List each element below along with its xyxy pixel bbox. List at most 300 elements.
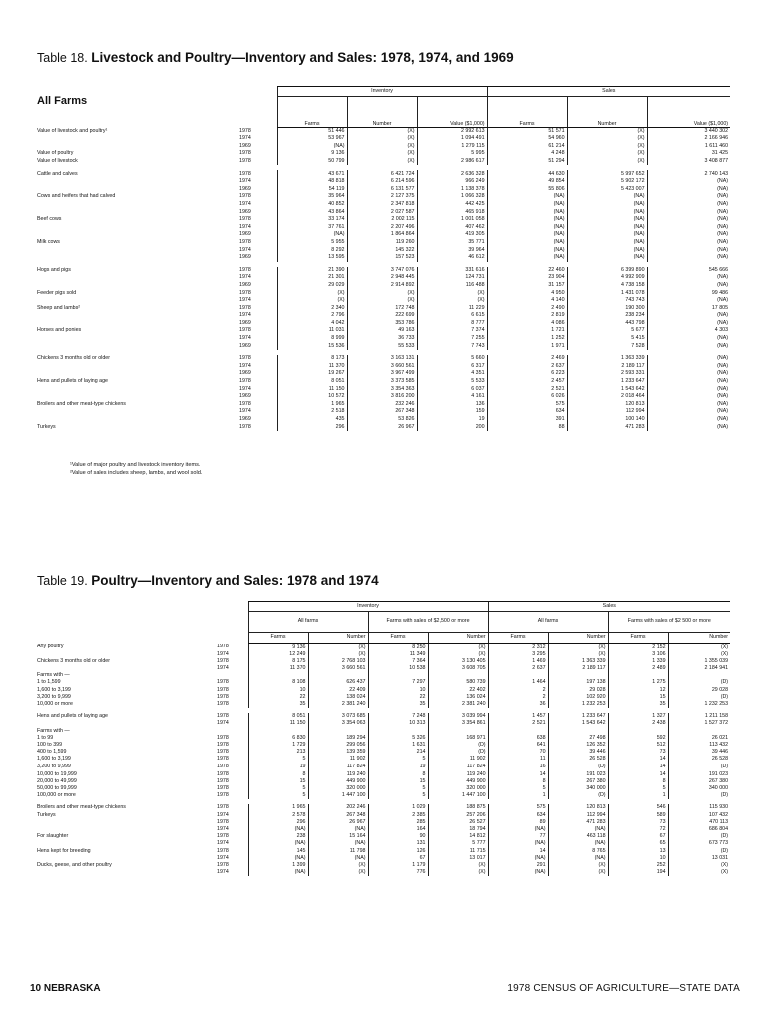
table-cell: 3 354 363 [347, 386, 417, 394]
table-cell: 2 637 [488, 665, 548, 672]
table-cell: (D) [668, 833, 730, 840]
table-cell: 19 [248, 764, 308, 771]
table-cell: 2 457 [487, 378, 567, 386]
table-cell: 5 [368, 756, 428, 763]
table-row [35, 804, 730, 811]
table-cell: 222 699 [347, 312, 417, 320]
t19-col-2: Number [308, 633, 368, 644]
table-cell: 157 523 [347, 254, 417, 262]
table-cell: 1 363 339 [548, 658, 608, 665]
table-cell: (NA) [647, 297, 730, 305]
row-label: For slaughter [37, 833, 69, 840]
table-row [35, 785, 730, 792]
table-cell: (X) [567, 128, 647, 136]
table-cell: 2 636 328 [417, 170, 487, 178]
row-year: 1974 [217, 650, 229, 657]
table-cell: (D) [428, 749, 488, 756]
table-cell: (NA) [647, 201, 730, 209]
table-cell: 49 163 [347, 327, 417, 335]
table-cell: 2 [488, 694, 548, 701]
table-cell: 117 824 [428, 764, 488, 771]
row-year: 1974 [217, 811, 229, 818]
table-row [35, 819, 730, 826]
table-row [35, 701, 730, 708]
table-cell: 8 [608, 778, 668, 785]
row-label: Horses and ponies [37, 327, 82, 334]
table-cell: 117 824 [308, 764, 368, 771]
table-cell: 1 457 [488, 713, 548, 720]
table-cell: 26 528 [668, 756, 730, 763]
table-row [35, 408, 730, 416]
table-cell: 2 986 617 [417, 158, 487, 166]
row-year: 1978 [239, 127, 251, 134]
row-label [35, 274, 237, 282]
table-cell: 8 765 [548, 848, 608, 855]
table-cell: 2 490 [487, 305, 567, 313]
table-cell: 6 615 [417, 312, 487, 320]
table-row [35, 335, 730, 343]
table-cell: (X) [428, 644, 488, 651]
table-cell: (NA) [487, 231, 567, 239]
table-row [35, 201, 730, 209]
table-cell: 9 136 [248, 644, 308, 651]
table-cell: 1 252 [487, 335, 567, 343]
table-cell: 159 [417, 408, 487, 416]
table-cell: 1 339 [608, 658, 668, 665]
row-year: 1969 [239, 416, 251, 423]
table-row [35, 386, 730, 394]
table-cell: 743 743 [567, 297, 647, 305]
table-cell: 14 [608, 764, 668, 771]
table-cell: 112 994 [567, 408, 647, 416]
table-cell: 2 796 [277, 312, 347, 320]
row-label [35, 408, 237, 416]
table-cell: (NA) [308, 826, 368, 833]
row-label [35, 826, 215, 833]
table-cell: 10 572 [277, 393, 347, 401]
table-cell: 6 399 890 [567, 267, 647, 275]
row-label [35, 665, 215, 672]
table-cell: 7 743 [417, 343, 487, 351]
table-cell: 7 255 [417, 335, 487, 343]
table-cell: (D) [548, 792, 608, 799]
row-year: 1969 [239, 142, 251, 149]
table-cell: 119 240 [428, 771, 488, 778]
table-cell: (X) [347, 128, 417, 136]
table-row [35, 423, 730, 431]
table-18-footnotes [70, 462, 202, 477]
table-row [35, 135, 730, 143]
table-cell: (NA) [647, 208, 730, 216]
table-cell: (X) [668, 869, 730, 876]
table-cell: 3 660 561 [308, 665, 368, 672]
table-cell: 2 521 [487, 386, 567, 394]
table-cell: 6 026 [487, 393, 567, 401]
table-19-title [37, 573, 379, 588]
row-year: 1974 [239, 408, 251, 415]
table-cell: 145 322 [347, 246, 417, 254]
table-cell: 4 140 [487, 297, 567, 305]
table-cell: 4 351 [417, 370, 487, 378]
table-cell: 2 438 [608, 720, 668, 727]
table-cell: 8 250 [368, 644, 428, 651]
table-cell: 1 527 372 [668, 720, 730, 727]
table-cell: (NA) [248, 855, 308, 862]
table-row [35, 869, 730, 876]
table-cell: 3 816 200 [347, 393, 417, 401]
table-cell: (X) [347, 158, 417, 166]
table-cell: 136 [417, 401, 487, 409]
row-label: Turkeys [37, 811, 56, 818]
t19-col-5: Farms [488, 633, 548, 644]
table-cell [488, 728, 548, 735]
table-cell: 3 440 302 [647, 128, 730, 136]
table-cell [428, 672, 488, 679]
row-year: 1978 [217, 679, 229, 686]
table-row [35, 343, 730, 351]
table-row [35, 208, 730, 216]
row-year: 1978 [217, 713, 229, 720]
table-row [35, 216, 730, 224]
table-cell: (NA) [647, 335, 730, 343]
table-cell: 112 994 [548, 812, 608, 819]
row-year: 1974 [217, 869, 229, 876]
row-year: 1978 [217, 763, 229, 770]
table-cell: 164 [368, 826, 428, 833]
row-label [35, 178, 237, 186]
table-cell: 592 [608, 735, 668, 742]
table-cell: 2 127 375 [347, 193, 417, 201]
table-row [35, 644, 730, 651]
table-cell: (NA) [647, 178, 730, 186]
table-cell: (X) [668, 644, 730, 651]
table-cell: (D) [668, 848, 730, 855]
table-cell: 465 918 [417, 208, 487, 216]
table-cell: 119 240 [308, 771, 368, 778]
table-cell: (NA) [647, 282, 730, 290]
table-19-number: Table 19. [37, 574, 88, 588]
table-cell: 21 301 [277, 274, 347, 282]
t19-col-6: Number [548, 633, 608, 644]
t19-col-1: Farms [248, 633, 308, 644]
table-cell: (X) [668, 651, 730, 658]
row-year: 1974 [239, 223, 251, 230]
table-cell: 8 [368, 771, 428, 778]
table-cell: 3 106 [608, 651, 668, 658]
table-cell: 1 [488, 792, 548, 799]
table-cell: 267 348 [308, 812, 368, 819]
table-cell: 15 164 [308, 833, 368, 840]
table-cell [608, 672, 668, 679]
table-row [35, 764, 730, 771]
row-year: 1969 [239, 231, 251, 238]
table-cell: 7 528 [567, 343, 647, 351]
table-cell: 2 768 103 [308, 658, 368, 665]
table-cell: (NA) [647, 320, 730, 328]
table-cell: (NA) [647, 186, 730, 194]
table-cell: 1 965 [277, 401, 347, 409]
table-cell: 1 464 [488, 679, 548, 686]
table-row [35, 840, 730, 847]
table-cell: 2 189 117 [548, 665, 608, 672]
table-cell: 470 113 [668, 819, 730, 826]
row-year: 1974 [239, 362, 251, 369]
table-cell: 40 852 [277, 201, 347, 209]
table-cell: 18 794 [428, 826, 488, 833]
row-year: 1974 [239, 135, 251, 142]
row-label [35, 840, 215, 847]
table-cell: 14 [608, 771, 668, 778]
table-cell: 340 000 [548, 785, 608, 792]
table-row [35, 158, 730, 166]
table-cell: 53 967 [277, 135, 347, 143]
row-year: 1978 [239, 238, 251, 245]
row-label: 1 to 99 [37, 734, 54, 741]
table-cell: 4 086 [487, 320, 567, 328]
table-row [35, 363, 730, 371]
table-row [35, 713, 730, 720]
row-label [35, 297, 237, 305]
table-row [35, 401, 730, 409]
table-cell: 11 150 [277, 386, 347, 394]
row-label: Hens and pullets of laying age [37, 713, 108, 720]
table-row [35, 672, 730, 679]
table-row [35, 305, 730, 313]
table-cell: 238 [248, 833, 308, 840]
table-cell: 191 023 [668, 771, 730, 778]
table-cell: 291 [488, 862, 548, 869]
t19-sub-sales-sales: Farms with sales of $2 500 or more [608, 612, 730, 633]
table-cell: (NA) [647, 193, 730, 201]
table-row [35, 833, 730, 840]
table-cell: 51 571 [487, 128, 567, 136]
table-cell: 443 798 [567, 320, 647, 328]
table-cell: 19 [368, 764, 428, 771]
table-cell: 331 616 [417, 267, 487, 275]
table-cell: 17 805 [647, 305, 730, 313]
table-cell: 2 819 [487, 312, 567, 320]
table-cell: 107 432 [668, 812, 730, 819]
row-label: 3,200 to 9,999 [37, 763, 71, 770]
table-cell: 4 303 [647, 327, 730, 335]
table-cell: (D) [548, 764, 608, 771]
table-cell: 1 066 328 [417, 193, 487, 201]
table-cell: 1 543 642 [548, 720, 608, 727]
row-label [35, 335, 237, 343]
table-cell: 35 [248, 701, 308, 708]
table-cell: 35 771 [417, 239, 487, 247]
table-cell: 6 317 [417, 363, 487, 371]
row-label [35, 231, 237, 239]
table-cell [668, 672, 730, 679]
row-label: 10,000 to 19,999 [37, 770, 77, 777]
table-cell: (X) [428, 869, 488, 876]
table-row [35, 792, 730, 799]
table-cell: 3 073 685 [308, 713, 368, 720]
table-cell: 407 462 [417, 224, 487, 232]
table-cell: 22 409 [308, 687, 368, 694]
table-cell: (X) [668, 862, 730, 869]
table-cell: 3 163 131 [347, 355, 417, 363]
table-row [35, 312, 730, 320]
table-cell: 12 249 [248, 651, 308, 658]
table-cell: (X) [347, 297, 417, 305]
table-cell: 1 232 253 [668, 701, 730, 708]
table-cell: 44 630 [487, 170, 567, 178]
table-cell: (NA) [567, 231, 647, 239]
t18-col-inv-value: Value ($1,000) [417, 97, 487, 128]
table-cell: 575 [488, 804, 548, 811]
row-label [35, 855, 215, 862]
table-cell: (NA) [487, 193, 567, 201]
table-cell: 65 [608, 840, 668, 847]
row-year [215, 672, 248, 679]
table-cell: 267 348 [347, 408, 417, 416]
row-year: 1978 [239, 266, 251, 273]
table-cell: 435 [277, 416, 347, 424]
row-year: 1974 [217, 840, 229, 847]
row-label: Value of livestock and poultry¹ [37, 127, 108, 134]
table-cell [668, 728, 730, 735]
row-year: 1978 [239, 170, 251, 177]
row-year: 1978 [217, 693, 229, 700]
table-cell: 8 777 [417, 320, 487, 328]
table-cell: 35 [608, 701, 668, 708]
table-18-scope: All Farms [37, 95, 88, 107]
table-cell: 3 354 063 [308, 720, 368, 727]
table-cell: 5 [368, 785, 428, 792]
table-cell: 188 875 [428, 804, 488, 811]
table-cell: 5 [368, 792, 428, 799]
table-cell: 1 279 115 [417, 143, 487, 151]
table-row [35, 393, 730, 401]
table-cell: (NA) [488, 826, 548, 833]
row-year: 1969 [239, 319, 251, 326]
table-cell: 168 971 [428, 735, 488, 742]
table-cell: 340 000 [668, 785, 730, 792]
report-series: 1978 CENSUS OF AGRICULTURE—STATE DATA [507, 983, 740, 994]
table-cell: 391 [487, 416, 567, 424]
row-year: 1974 [217, 720, 229, 727]
table-cell: 9 136 [277, 150, 347, 158]
table-cell: 89 [488, 819, 548, 826]
table-cell: 73 [608, 819, 668, 826]
table-cell: 463 118 [548, 833, 608, 840]
row-year: 1974 [239, 200, 251, 207]
table-cell: 145 [248, 848, 308, 855]
table-cell: 7 297 [368, 679, 428, 686]
t18-col-sales-value: Value ($1,000) [647, 97, 730, 128]
table-cell: (NA) [647, 393, 730, 401]
table-cell: 3 660 561 [347, 363, 417, 371]
row-label: 3,200 to 9,999 [37, 693, 71, 700]
table-cell: 10 [608, 855, 668, 862]
row-label: Hens kept for breeding [37, 847, 91, 854]
table-row [35, 320, 730, 328]
table-cell: 39 446 [548, 749, 608, 756]
table-cell: 2 [488, 687, 548, 694]
table-cell: 1 631 [368, 742, 428, 749]
table-cell: (X) [548, 651, 608, 658]
table-cell: (NA) [487, 224, 567, 232]
table-cell: 11 798 [308, 848, 368, 855]
table-cell: (NA) [487, 246, 567, 254]
table-row [35, 231, 730, 239]
table-row [35, 855, 730, 862]
table-cell: (X) [567, 150, 647, 158]
table-cell: 191 023 [548, 771, 608, 778]
table-cell: 11 902 [308, 756, 368, 763]
table-row [35, 728, 730, 735]
table-cell: 1 399 [248, 862, 308, 869]
table-cell: 46 612 [417, 254, 487, 262]
row-label: Milk cows [37, 238, 60, 245]
row-year: 1974 [239, 312, 251, 319]
table-cell: 29 028 [668, 687, 730, 694]
table-cell: 43 671 [277, 170, 347, 178]
row-label [35, 363, 237, 371]
table-cell: 8 [488, 778, 548, 785]
table-cell: (NA) [567, 216, 647, 224]
table-cell: (X) [308, 651, 368, 658]
table-cell: 11 [488, 756, 548, 763]
table-cell: 54 119 [277, 186, 347, 194]
row-label: Farms with — [37, 727, 70, 734]
table-cell: 10 313 [368, 720, 428, 727]
table-cell: 673 773 [668, 840, 730, 847]
table-cell: 3 130 405 [428, 658, 488, 665]
table-cell: 641 [488, 742, 548, 749]
table-cell: 100 140 [567, 416, 647, 424]
row-year: 1978 [217, 833, 229, 840]
table-cell: (X) [567, 135, 647, 143]
table-cell: 2 469 [487, 355, 567, 363]
table-cell: 26 021 [668, 735, 730, 742]
table-row [35, 254, 730, 262]
table-cell [368, 672, 428, 679]
table-cell: 5 995 [417, 150, 487, 158]
table-cell: 546 [608, 804, 668, 811]
t19-group-sales: Sales [488, 602, 730, 612]
table-row [35, 720, 730, 727]
table-cell: (NA) [647, 408, 730, 416]
row-year: 1978 [217, 643, 229, 650]
table-cell: 10 538 [368, 665, 428, 672]
table-cell: 7 248 [368, 713, 428, 720]
table-cell: 776 [368, 869, 428, 876]
table-cell: (NA) [567, 239, 647, 247]
table-cell: 5 415 [567, 335, 647, 343]
table-cell: 19 [417, 416, 487, 424]
t19-group-inventory: Inventory [248, 602, 488, 612]
row-label: 20,000 to 49,999 [37, 777, 77, 784]
table-cell: 39 964 [417, 246, 487, 254]
table-19 [35, 601, 730, 876]
table-row [35, 378, 730, 386]
table-cell: (NA) [567, 224, 647, 232]
table-cell: 2 593 331 [567, 370, 647, 378]
table-cell: 124 731 [417, 274, 487, 282]
table-row [35, 267, 730, 275]
row-label [35, 254, 237, 262]
row-label: 1 to 1,599 [37, 679, 61, 686]
table-cell: 14 [488, 771, 548, 778]
table-cell: 31 425 [647, 150, 730, 158]
table-cell: 2 189 117 [567, 363, 647, 371]
row-label: Turkeys [37, 423, 56, 430]
table-cell: (NA) [488, 855, 548, 862]
table-cell: 257 206 [428, 812, 488, 819]
